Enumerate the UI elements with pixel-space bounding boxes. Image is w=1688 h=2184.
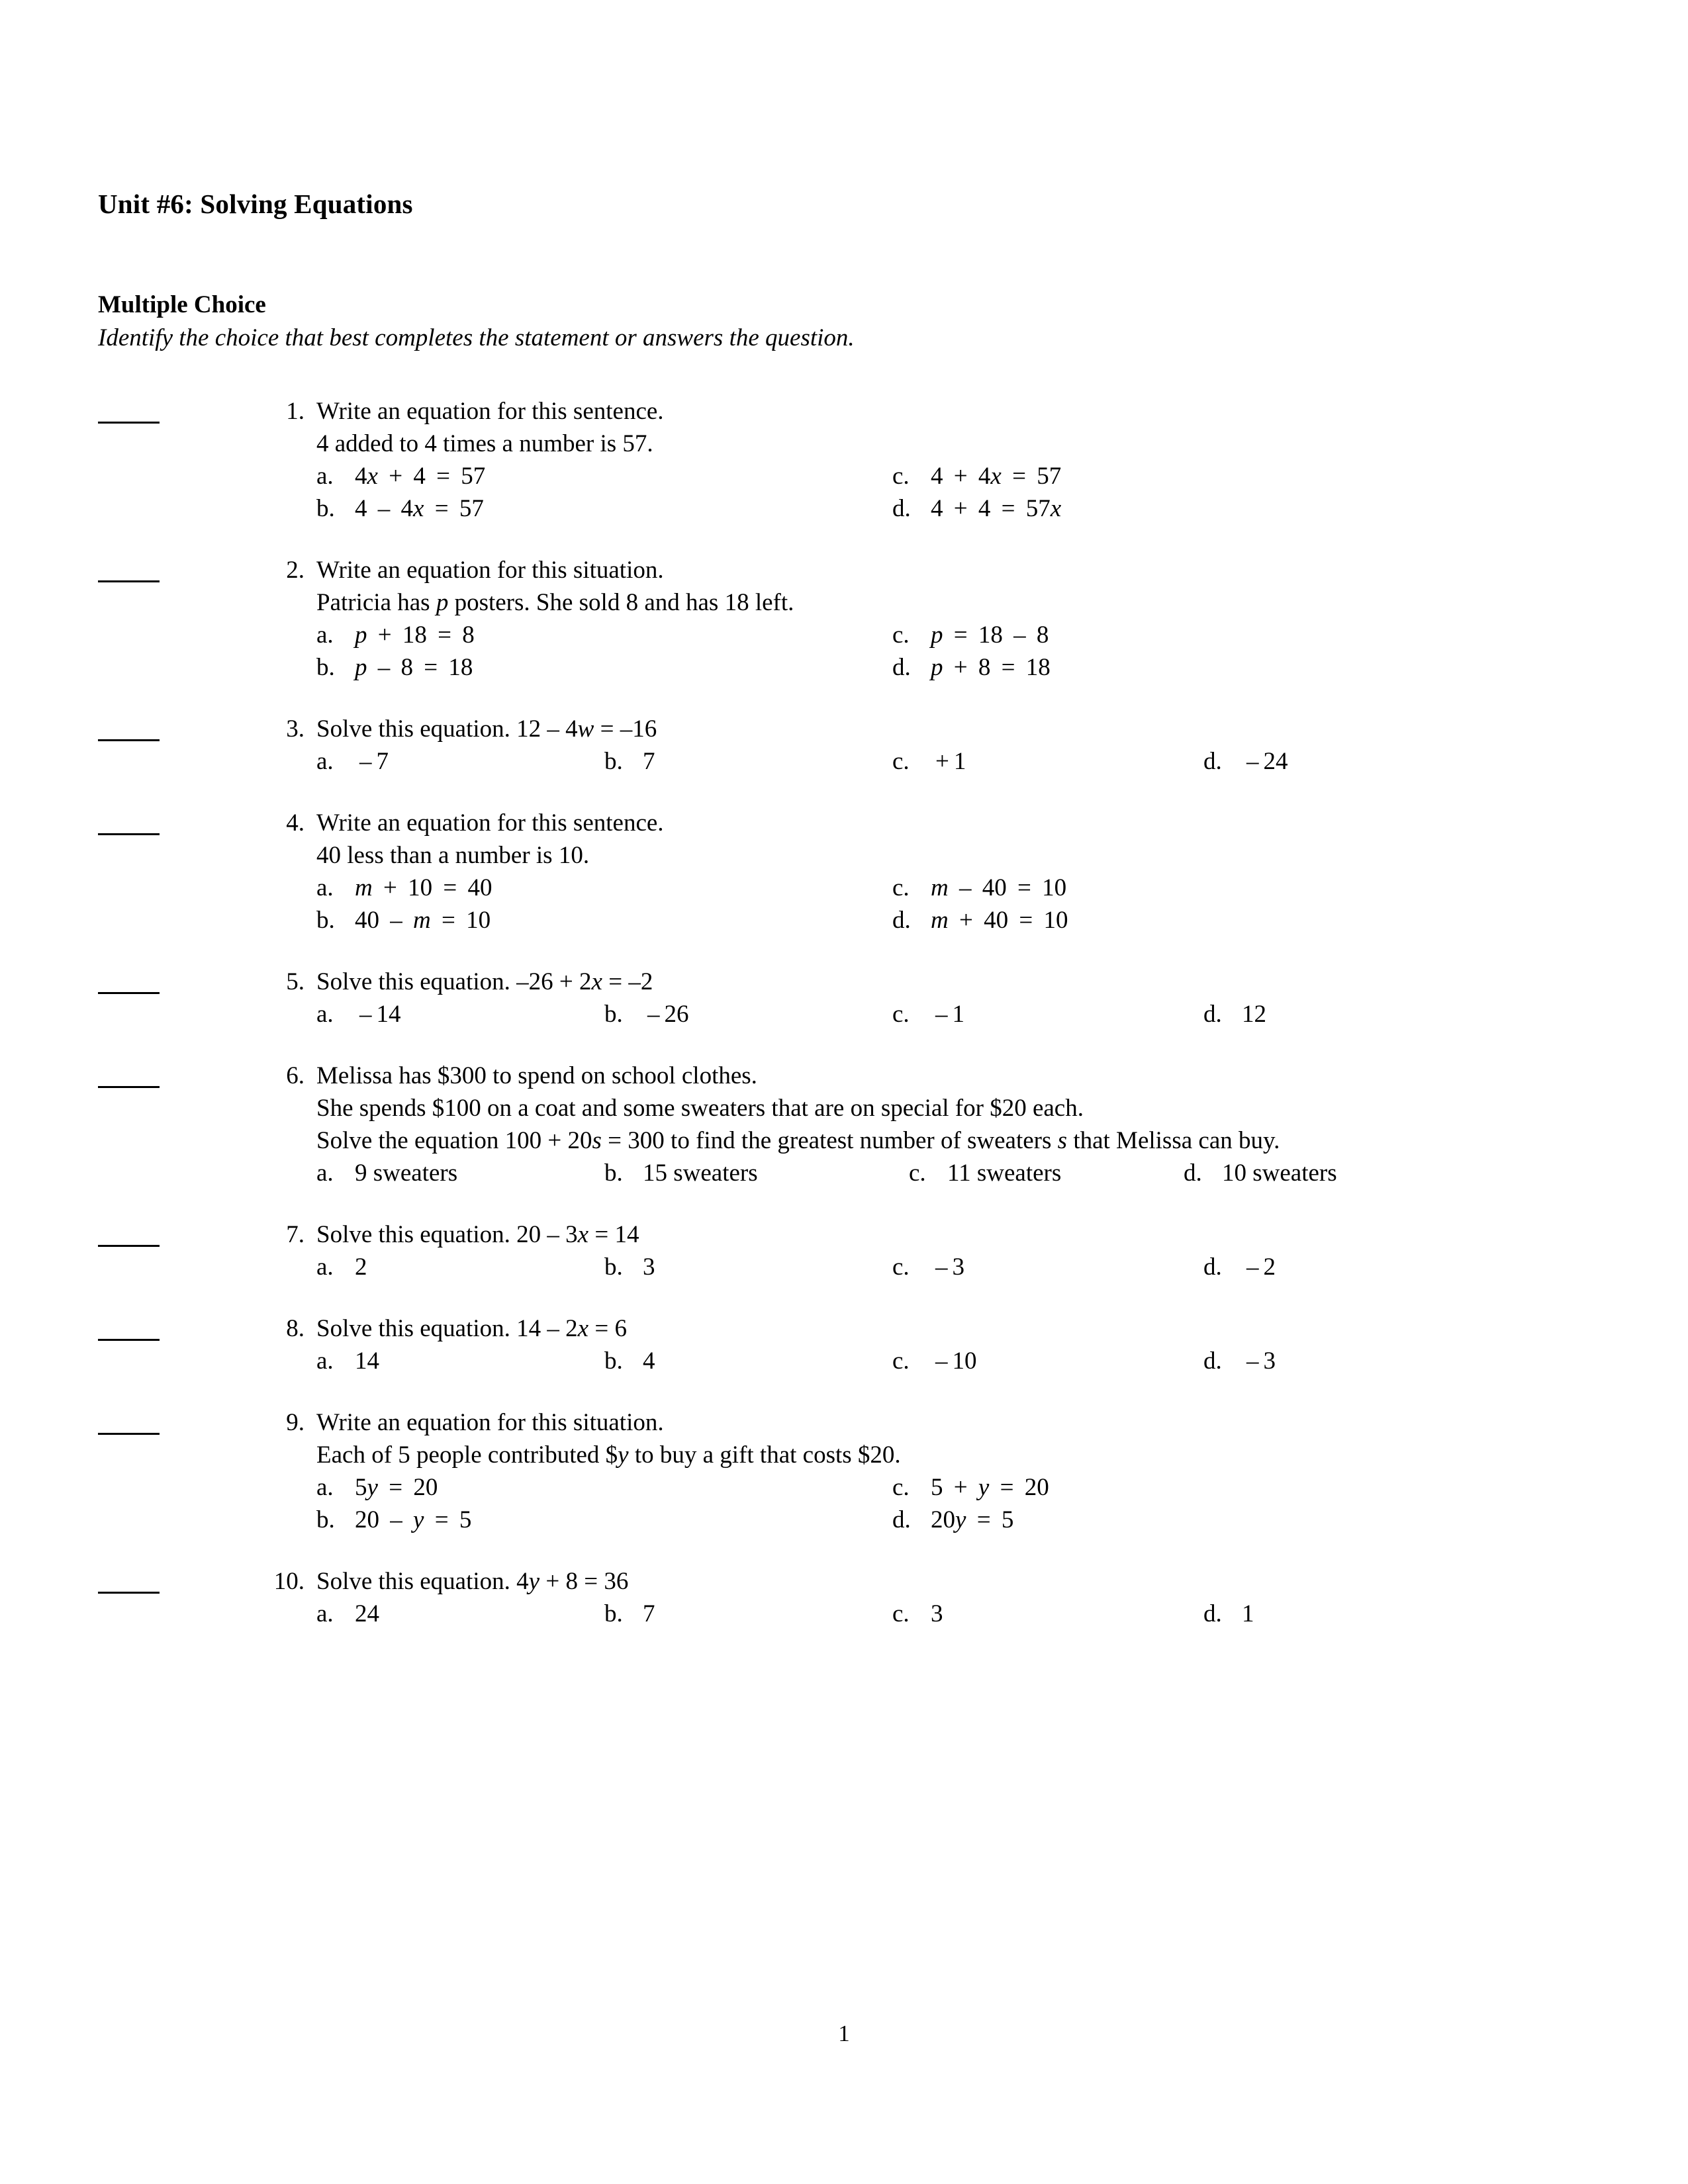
question-number: 2. (286, 556, 305, 584)
option-row (316, 492, 1594, 525)
option-letter: a. (316, 1347, 334, 1375)
option-letter: d. (892, 653, 911, 681)
page-number: 1 (838, 2021, 850, 2046)
option-text: p + 8 = 18 (931, 653, 1051, 681)
answer-blank[interactable] (98, 1433, 160, 1435)
option-d[interactable] (1203, 1598, 1254, 1630)
question-number: 3. (286, 715, 305, 743)
option-text: – 14 (359, 1000, 401, 1028)
option-letter: c. (892, 1600, 910, 1627)
question-text-line: 4 added to 4 times a number is 57. (316, 430, 653, 457)
option-d[interactable] (892, 651, 1051, 684)
option-text: m – 40 = 10 (931, 874, 1067, 901)
question-text-line: Each of 5 people contributed $y to buy a gift that costs $20. (316, 1441, 901, 1469)
option-c[interactable] (892, 1598, 943, 1630)
question-item (98, 713, 1594, 778)
option-row (316, 1471, 1594, 1504)
option-text: 24 (355, 1600, 379, 1627)
option-a[interactable] (316, 1471, 438, 1504)
answer-blank[interactable] (98, 1086, 160, 1088)
question-body (316, 807, 1594, 936)
option-a[interactable] (316, 1345, 379, 1377)
option-text: p – 8 = 18 (355, 653, 473, 681)
option-row (316, 745, 1594, 778)
option-c[interactable] (892, 745, 966, 778)
question-text-line: Write an equation for this situation. (316, 556, 664, 584)
option-text: 10 sweaters (1222, 1159, 1337, 1187)
answer-blank[interactable] (98, 1592, 160, 1594)
option-letter: b. (604, 747, 623, 775)
option-letter: a. (316, 1000, 334, 1028)
question-number: 7. (286, 1220, 305, 1248)
option-a[interactable] (316, 1157, 457, 1189)
option-group (316, 460, 1594, 525)
question-number: 6. (286, 1062, 305, 1089)
option-d[interactable] (1184, 1157, 1337, 1189)
option-b[interactable] (604, 998, 689, 1030)
option-letter: c. (892, 1253, 910, 1281)
option-group (316, 619, 1594, 684)
option-text: 20y = 5 (931, 1506, 1014, 1533)
option-a[interactable] (316, 745, 389, 778)
question-body (316, 1406, 1594, 1536)
option-a[interactable] (316, 619, 475, 651)
option-text: 15 sweaters (643, 1159, 758, 1187)
option-letter: a. (316, 1159, 334, 1187)
option-text: 20 – y = 5 (355, 1506, 472, 1533)
question-text-line: Write an equation for this situation. (316, 1408, 664, 1436)
document-content (98, 189, 1594, 1630)
option-text: 4 (643, 1347, 655, 1375)
option-letter: d. (1203, 1600, 1222, 1627)
question-item (98, 554, 1594, 684)
option-letter: a. (316, 874, 334, 901)
question-body (316, 1312, 1594, 1377)
option-text: – 3 (935, 1253, 964, 1281)
option-c[interactable] (892, 872, 1066, 904)
option-c[interactable] (892, 619, 1049, 651)
option-group (316, 998, 1594, 1030)
option-letter: d. (1203, 1000, 1222, 1028)
option-row (316, 1157, 1594, 1189)
question-number: 8. (286, 1314, 305, 1342)
question-text-line: 40 less than a number is 10. (316, 841, 590, 869)
option-text: 7 (643, 747, 655, 775)
option-text: – 24 (1246, 747, 1288, 775)
option-b[interactable] (604, 1598, 655, 1630)
question-item (98, 1406, 1594, 1536)
option-text: – 2 (1246, 1253, 1276, 1281)
option-letter: d. (1203, 747, 1222, 775)
option-row (316, 998, 1594, 1030)
option-b[interactable] (604, 1251, 655, 1283)
option-letter: c. (892, 1347, 910, 1375)
option-letter: a. (316, 1600, 334, 1627)
question-text-line: Patricia has p posters. She sold 8 and has 18 left. (316, 588, 794, 616)
option-group (316, 745, 1594, 778)
option-d[interactable] (1203, 998, 1266, 1030)
option-b[interactable] (316, 1504, 471, 1536)
option-text: 5 + y = 20 (931, 1473, 1049, 1501)
option-group (316, 1157, 1594, 1189)
option-d[interactable] (1203, 1251, 1276, 1283)
option-text: 2 (355, 1253, 367, 1281)
option-c[interactable] (892, 1251, 964, 1283)
option-b[interactable] (604, 1345, 655, 1377)
question-number: 9. (286, 1408, 305, 1436)
option-text: 9 sweaters (355, 1159, 458, 1187)
option-text: p + 18 = 8 (355, 621, 475, 649)
option-group (316, 1251, 1594, 1283)
option-letter: b. (316, 494, 335, 522)
option-letter: d. (892, 1506, 911, 1533)
question-body (316, 966, 1594, 1030)
option-letter: b. (316, 653, 335, 681)
option-c[interactable] (909, 1157, 1061, 1189)
option-letter: a. (316, 747, 334, 775)
question-number: 4. (286, 809, 305, 837)
option-text: 12 (1242, 1000, 1266, 1028)
answer-blank[interactable] (98, 1245, 160, 1247)
option-text: 4 – 4x = 57 (355, 494, 484, 522)
question-body (316, 1218, 1594, 1283)
option-letter: d. (892, 494, 911, 522)
question-text-line: Solve this equation. 12 – 4w = –16 (316, 715, 657, 743)
option-text: p = 18 – 8 (931, 621, 1049, 649)
option-letter: a. (316, 1253, 334, 1281)
option-text: 7 (643, 1600, 655, 1627)
option-b[interactable] (604, 745, 655, 778)
option-c[interactable] (892, 1345, 977, 1377)
question-item (98, 1218, 1594, 1283)
option-text: 40 – m = 10 (355, 906, 491, 934)
answer-blank[interactable] (98, 580, 160, 582)
option-letter: b. (604, 1159, 623, 1187)
question-item (98, 807, 1594, 936)
option-text: 5y = 20 (355, 1473, 438, 1501)
question-text-line: Solve the equation 100 + 20s = 300 to find the greatest number of sweaters s that Melissa can buy. (316, 1126, 1280, 1154)
option-d[interactable] (1203, 745, 1288, 778)
option-a[interactable] (316, 998, 401, 1030)
option-text: – 7 (359, 747, 389, 775)
question-text-line: Solve this equation. 20 – 3x = 14 (316, 1220, 639, 1248)
option-letter: b. (316, 1506, 335, 1533)
option-text: m + 40 = 10 (931, 906, 1068, 934)
option-d[interactable] (892, 904, 1068, 936)
option-group (316, 1345, 1594, 1377)
option-letter: a. (316, 621, 334, 649)
option-text: + 1 (935, 747, 966, 775)
answer-blank[interactable] (98, 739, 160, 741)
option-d[interactable] (1203, 1345, 1276, 1377)
question-text-line: Solve this equation. –26 + 2x = –2 (316, 968, 653, 995)
option-letter: b. (604, 1347, 623, 1375)
option-letter: b. (316, 906, 335, 934)
option-b[interactable] (316, 904, 491, 936)
option-letter: c. (892, 462, 910, 490)
question-body (316, 1565, 1594, 1630)
option-text: – 10 (935, 1347, 977, 1375)
option-d[interactable] (892, 1504, 1013, 1536)
option-group (316, 1598, 1594, 1630)
option-letter: c. (892, 747, 910, 775)
option-c[interactable] (892, 1471, 1049, 1504)
option-text: 3 (643, 1253, 655, 1281)
question-body (316, 713, 1594, 778)
question-number: 5. (286, 968, 305, 995)
option-letter: c. (892, 1473, 910, 1501)
option-b[interactable] (316, 651, 473, 684)
section-instruction: Identify the choice that best completes the statement or answers the question. (98, 324, 855, 351)
option-text: – 1 (935, 1000, 964, 1028)
option-text: 4 + 4x = 57 (931, 462, 1062, 490)
answer-blank[interactable] (98, 833, 160, 835)
option-letter: c. (892, 1000, 910, 1028)
option-row (316, 872, 1594, 904)
option-letter: d. (1184, 1159, 1202, 1187)
option-a[interactable] (316, 460, 485, 492)
option-c[interactable] (892, 460, 1061, 492)
option-letter: a. (316, 1473, 334, 1501)
option-row (316, 1251, 1594, 1283)
option-row (316, 651, 1594, 684)
question-item (98, 395, 1594, 525)
option-letter: a. (316, 462, 334, 490)
question-item (98, 966, 1594, 1030)
answer-blank[interactable] (98, 422, 160, 424)
option-text: 4 + 4 = 57x (931, 494, 1062, 522)
answer-blank[interactable] (98, 1339, 160, 1341)
option-letter: b. (604, 1253, 623, 1281)
page-title: Unit #6: Solving Equations (98, 189, 413, 219)
question-number: 1. (286, 397, 305, 425)
question-text-line: Solve this equation. 4y + 8 = 36 (316, 1567, 629, 1595)
option-text: – 3 (1246, 1347, 1276, 1375)
option-letter: d. (1203, 1253, 1222, 1281)
option-text: – 26 (647, 1000, 689, 1028)
option-b[interactable] (604, 1157, 758, 1189)
question-body (316, 554, 1594, 684)
question-list (98, 395, 1594, 1630)
option-a[interactable] (316, 872, 492, 904)
section-heading: Multiple Choice (98, 291, 266, 319)
option-text: 3 (931, 1600, 943, 1627)
option-letter: d. (892, 906, 911, 934)
option-text: 14 (355, 1347, 379, 1375)
question-text-line: Write an equation for this sentence. (316, 397, 664, 425)
question-number: 10. (273, 1567, 305, 1595)
option-letter: b. (604, 1600, 623, 1627)
option-text: m + 10 = 40 (355, 874, 492, 901)
option-b[interactable] (316, 492, 484, 525)
option-row (316, 460, 1594, 492)
question-text-line: Melissa has $300 to spend on school clothes. (316, 1062, 757, 1089)
option-letter: b. (604, 1000, 623, 1028)
option-letter: c. (892, 874, 910, 901)
option-letter: c. (892, 621, 910, 649)
option-text: 1 (1242, 1600, 1254, 1627)
answer-blank[interactable] (98, 992, 160, 994)
option-letter: d. (1203, 1347, 1222, 1375)
question-item (98, 1060, 1594, 1189)
question-text-line: Write an equation for this sentence. (316, 809, 664, 837)
option-row (316, 1504, 1594, 1536)
question-text-line: She spends $100 on a coat and some sweaters that are on special for $20 each. (316, 1094, 1084, 1122)
option-row (316, 619, 1594, 651)
option-a[interactable] (316, 1598, 379, 1630)
question-body (316, 395, 1594, 525)
option-text: 11 sweaters (947, 1159, 1062, 1187)
option-c[interactable] (892, 998, 964, 1030)
question-text-line: Solve this equation. 14 – 2x = 6 (316, 1314, 627, 1342)
question-body (316, 1060, 1594, 1189)
option-row (316, 1598, 1594, 1630)
option-row (316, 1345, 1594, 1377)
option-letter: c. (909, 1159, 926, 1187)
option-a[interactable] (316, 1251, 367, 1283)
option-group (316, 872, 1594, 936)
question-item (98, 1565, 1594, 1630)
option-group (316, 1471, 1594, 1536)
question-item (98, 1312, 1594, 1377)
option-d[interactable] (892, 492, 1061, 525)
option-text: 4x + 4 = 57 (355, 462, 486, 490)
option-row (316, 904, 1594, 936)
